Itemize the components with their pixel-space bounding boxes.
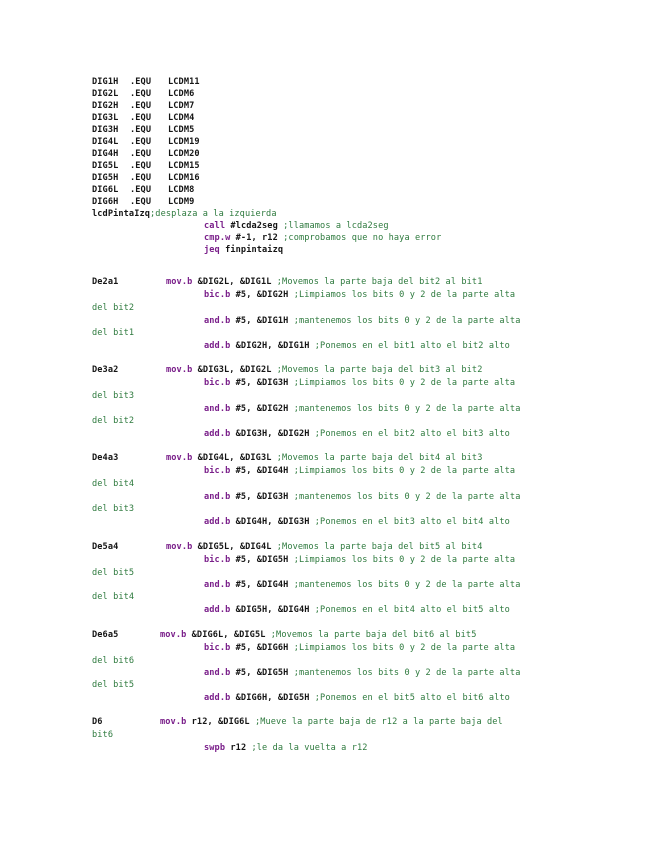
- equ-line: [92, 100, 195, 112]
- code-instruction: and.b: [204, 492, 231, 502]
- code-line: [166, 276, 482, 288]
- code-comment-wrap: del bit1: [92, 328, 135, 338]
- code-comment: ;Movemos la parte baja del bit5 al bit4: [276, 542, 483, 552]
- code-line: [204, 554, 515, 566]
- code-operands: #5, &DIG4H: [235, 466, 289, 476]
- code-operands: &DIG3L, &DIG2L: [197, 365, 272, 375]
- code-label-row: [92, 452, 118, 464]
- code-operands: &DIG2L, &DIG1L: [197, 277, 272, 287]
- equ-name: DIG4H: [92, 149, 119, 159]
- equ-value: LCDM4: [168, 113, 195, 123]
- code-operands: #lcda2seg: [230, 221, 278, 231]
- code-comment: ;Limpiamos los bits 0 y 2 de la parte alta: [293, 290, 516, 300]
- code-line: [204, 579, 520, 591]
- code-operands: &DIG6H, &DIG5H: [235, 693, 310, 703]
- code-comment: ;Movemos la parte baja del bit4 al bit3: [276, 453, 483, 463]
- code-instruction: bic.b: [204, 643, 231, 653]
- code-label-row: [92, 276, 118, 288]
- equ-value: LCDM6: [168, 89, 195, 99]
- code-line: [92, 729, 113, 741]
- code-instruction: mov.b: [166, 542, 193, 552]
- code-comment: ;Ponemos en el bit5 alto el bit6 alto: [314, 693, 510, 703]
- equ-line: [92, 136, 200, 148]
- code-line: [166, 452, 482, 464]
- code-instruction: mov.b: [166, 453, 193, 463]
- code-line: [204, 340, 510, 352]
- equ-directive: .EQU: [130, 149, 152, 159]
- equ-value: LCDM11: [168, 77, 200, 87]
- equ-value: LCDM9: [168, 197, 195, 207]
- code-line: [204, 232, 441, 244]
- equ-name: DIG5L: [92, 161, 119, 171]
- code-comment-wrap: bit6: [92, 730, 114, 740]
- code-operands: #5, &DIG2H: [235, 290, 289, 300]
- equ-value: LCDM19: [168, 137, 200, 147]
- code-operands: &DIG4H, &DIG3H: [235, 517, 310, 527]
- code-comment-wrap: del bit6: [92, 656, 135, 666]
- code-line: [92, 503, 134, 515]
- code-label-row: [92, 364, 118, 376]
- equ-directive: .EQU: [130, 185, 152, 195]
- code-line: [204, 465, 515, 477]
- code-line: [204, 403, 520, 415]
- code-line: [204, 604, 510, 616]
- code-line: [92, 415, 134, 427]
- equ-name: DIG3H: [92, 125, 119, 135]
- equ-directive: .EQU: [130, 161, 152, 171]
- code-instruction: add.b: [204, 517, 231, 527]
- code-comment: ;Limpiamos los bits 0 y 2 de la parte alta: [293, 555, 516, 565]
- code-instruction: bic.b: [204, 466, 231, 476]
- code-label-row: [92, 541, 118, 553]
- code-operands: #5, &DIG6H: [235, 643, 289, 653]
- code-label: De5a4: [92, 542, 119, 552]
- code-instruction: bic.b: [204, 290, 231, 300]
- equ-line: [92, 112, 195, 124]
- equ-name: DIG4L: [92, 137, 119, 147]
- code-operands: &DIG6L, &DIG5L: [191, 630, 266, 640]
- code-operands: #5, &DIG2H: [235, 404, 289, 414]
- code-instruction: cmp.w: [204, 233, 231, 243]
- equ-line: [92, 124, 195, 136]
- code-comment: ;mantenemos los bits 0 y 2 de la parte alta: [293, 580, 521, 590]
- code-comment: ;Limpiamos los bits 0 y 2 de la parte alta: [293, 643, 516, 653]
- equ-line: [92, 184, 195, 196]
- code-operands: #5, &DIG5H: [235, 668, 289, 678]
- equ-directive: .EQU: [130, 197, 152, 207]
- code-comment: ;Movemos la parte baja del bit3 al bit2: [276, 365, 483, 375]
- code-comment: ;Limpiamos los bits 0 y 2 de la parte alta: [293, 466, 516, 476]
- code-line: [204, 220, 389, 232]
- equ-name: DIG6H: [92, 197, 119, 207]
- code-instruction: jeq: [204, 245, 220, 255]
- code-label: De3a2: [92, 365, 119, 375]
- code-comment: ;Ponemos en el bit4 alto el bit5 alto: [314, 605, 510, 615]
- code-line: [204, 667, 520, 679]
- code-operands: &DIG5H, &DIG4H: [235, 605, 310, 615]
- code-comment: ;Limpiamos los bits 0 y 2 de la parte alta: [293, 378, 516, 388]
- code-instruction: add.b: [204, 429, 231, 439]
- code-operands: &DIG5L, &DIG4L: [197, 542, 272, 552]
- code-comment-wrap: del bit3: [92, 391, 135, 401]
- code-comment-wrap: del bit4: [92, 479, 135, 489]
- code-comment: ;mantenemos los bits 0 y 2 de la parte alta: [293, 316, 521, 326]
- equ-line: [92, 196, 195, 208]
- code-line: [204, 377, 515, 389]
- code-line: [92, 327, 134, 339]
- code-line: [92, 679, 134, 691]
- equ-name: DIG3L: [92, 113, 119, 123]
- code-comment: ;Movemos la parte baja del bit6 al bit5: [270, 630, 477, 640]
- code-instruction: mov.b: [160, 717, 187, 727]
- code-comment: ;Ponemos en el bit1 alto el bit2 alto: [314, 341, 510, 351]
- code-line: [166, 364, 482, 376]
- code-comment: ;mantenemos los bits 0 y 2 de la parte alta: [293, 668, 521, 678]
- equ-directive: .EQU: [130, 173, 152, 183]
- equ-line: [92, 88, 195, 100]
- equ-directive: .EQU: [130, 77, 152, 87]
- code-label: De4a3: [92, 453, 119, 463]
- code-operands: #5, &DIG4H: [235, 580, 289, 590]
- code-instruction: add.b: [204, 605, 231, 615]
- equ-name: DIG1H: [92, 77, 119, 87]
- code-comment: ;Ponemos en el bit3 alto el bit4 alto: [314, 517, 510, 527]
- code-line: [160, 629, 476, 641]
- equ-directive: .EQU: [130, 113, 152, 123]
- code-comment: ;desplaza a la izquierda: [150, 209, 277, 219]
- equ-name: DIG2H: [92, 101, 119, 111]
- equ-line: [92, 160, 200, 172]
- code-line: [92, 302, 134, 314]
- equ-value: LCDM7: [168, 101, 195, 111]
- equ-directive: .EQU: [130, 101, 152, 111]
- equ-directive: .EQU: [130, 89, 152, 99]
- code-line: [204, 428, 510, 440]
- code-instruction: mov.b: [166, 365, 193, 375]
- code-line: [92, 591, 134, 603]
- code-instruction: mov.b: [166, 277, 193, 287]
- code-comment-wrap: del bit5: [92, 680, 135, 690]
- code-comment: ;Mueve la parte baja de r12 a la parte baja del: [254, 717, 503, 727]
- code-instruction: call: [204, 221, 226, 231]
- code-line: [204, 244, 283, 256]
- code-operands: #-1, r12: [235, 233, 278, 243]
- code-line: [204, 289, 515, 301]
- code-comment-wrap: del bit5: [92, 568, 135, 578]
- equ-directive: .EQU: [130, 125, 152, 135]
- code-operands: #5, &DIG3H: [235, 378, 289, 388]
- code-comment: ;le da la vuelta a r12: [251, 743, 368, 753]
- code-label: lcdPintaIzq: [92, 209, 151, 219]
- code-comment: ;Ponemos en el bit2 alto el bit3 alto: [314, 429, 510, 439]
- code-line: [92, 208, 277, 220]
- code-comment: ;mantenemos los bits 0 y 2 de la parte alta: [293, 492, 521, 502]
- code-instruction: and.b: [204, 668, 231, 678]
- code-instruction: swpb: [204, 743, 226, 753]
- code-label: De6a5: [92, 630, 119, 640]
- equ-name: DIG5H: [92, 173, 119, 183]
- code-comment: ;mantenemos los bits 0 y 2 de la parte alta: [293, 404, 521, 414]
- equ-value: LCDM8: [168, 185, 195, 195]
- code-label-row: [92, 629, 118, 641]
- code-operands: #5, &DIG5H: [235, 555, 289, 565]
- code-instruction: mov.b: [160, 630, 187, 640]
- equ-line: [92, 172, 200, 184]
- code-comment: ;Movemos la parte baja del bit2 al bit1: [276, 277, 483, 287]
- code-operands: &DIG4L, &DIG3L: [197, 453, 272, 463]
- code-comment-wrap: del bit2: [92, 416, 135, 426]
- code-comment-wrap: del bit2: [92, 303, 135, 313]
- code-line: [166, 541, 482, 553]
- code-label-row: [92, 716, 103, 728]
- equ-value: LCDM15: [168, 161, 200, 171]
- code-line: [204, 692, 510, 704]
- code-line: [204, 642, 515, 654]
- code-operands: finpintaizq: [225, 245, 284, 255]
- code-comment-wrap: del bit3: [92, 504, 135, 514]
- code-instruction: and.b: [204, 580, 231, 590]
- equ-name: DIG2L: [92, 89, 119, 99]
- equ-directive: .EQU: [130, 137, 152, 147]
- code-line: [92, 567, 134, 579]
- code-label: D6: [92, 717, 103, 727]
- code-line: [92, 390, 134, 402]
- equ-value: LCDM16: [168, 173, 200, 183]
- equ-line: [92, 148, 200, 160]
- code-line: [204, 315, 520, 327]
- code-label: De2a1: [92, 277, 119, 287]
- code-operands: &DIG2H, &DIG1H: [235, 341, 310, 351]
- code-comment-wrap: del bit4: [92, 592, 135, 602]
- equ-value: LCDM20: [168, 149, 200, 159]
- code-line: [92, 478, 134, 490]
- code-instruction: bic.b: [204, 378, 231, 388]
- code-operands: r12: [230, 743, 247, 753]
- code-instruction: bic.b: [204, 555, 231, 565]
- code-operands: &DIG3H, &DIG2H: [235, 429, 310, 439]
- code-operands: r12, &DIG6L: [191, 717, 250, 727]
- equ-name: DIG6L: [92, 185, 119, 195]
- code-instruction: add.b: [204, 693, 231, 703]
- code-line: [160, 716, 503, 728]
- code-instruction: and.b: [204, 404, 231, 414]
- equ-value: LCDM5: [168, 125, 195, 135]
- code-operands: #5, &DIG1H: [235, 316, 289, 326]
- code-instruction: and.b: [204, 316, 231, 326]
- code-line: [204, 491, 520, 503]
- code-instruction: add.b: [204, 341, 231, 351]
- code-operands: #5, &DIG3H: [235, 492, 289, 502]
- equ-line: [92, 76, 200, 88]
- code-line: [92, 655, 134, 667]
- code-comment: ;llamamos a lcda2seg: [283, 221, 389, 231]
- code-line: [204, 742, 368, 754]
- code-comment: ;comprobamos que no haya error: [283, 233, 442, 243]
- code-line: [204, 516, 510, 528]
